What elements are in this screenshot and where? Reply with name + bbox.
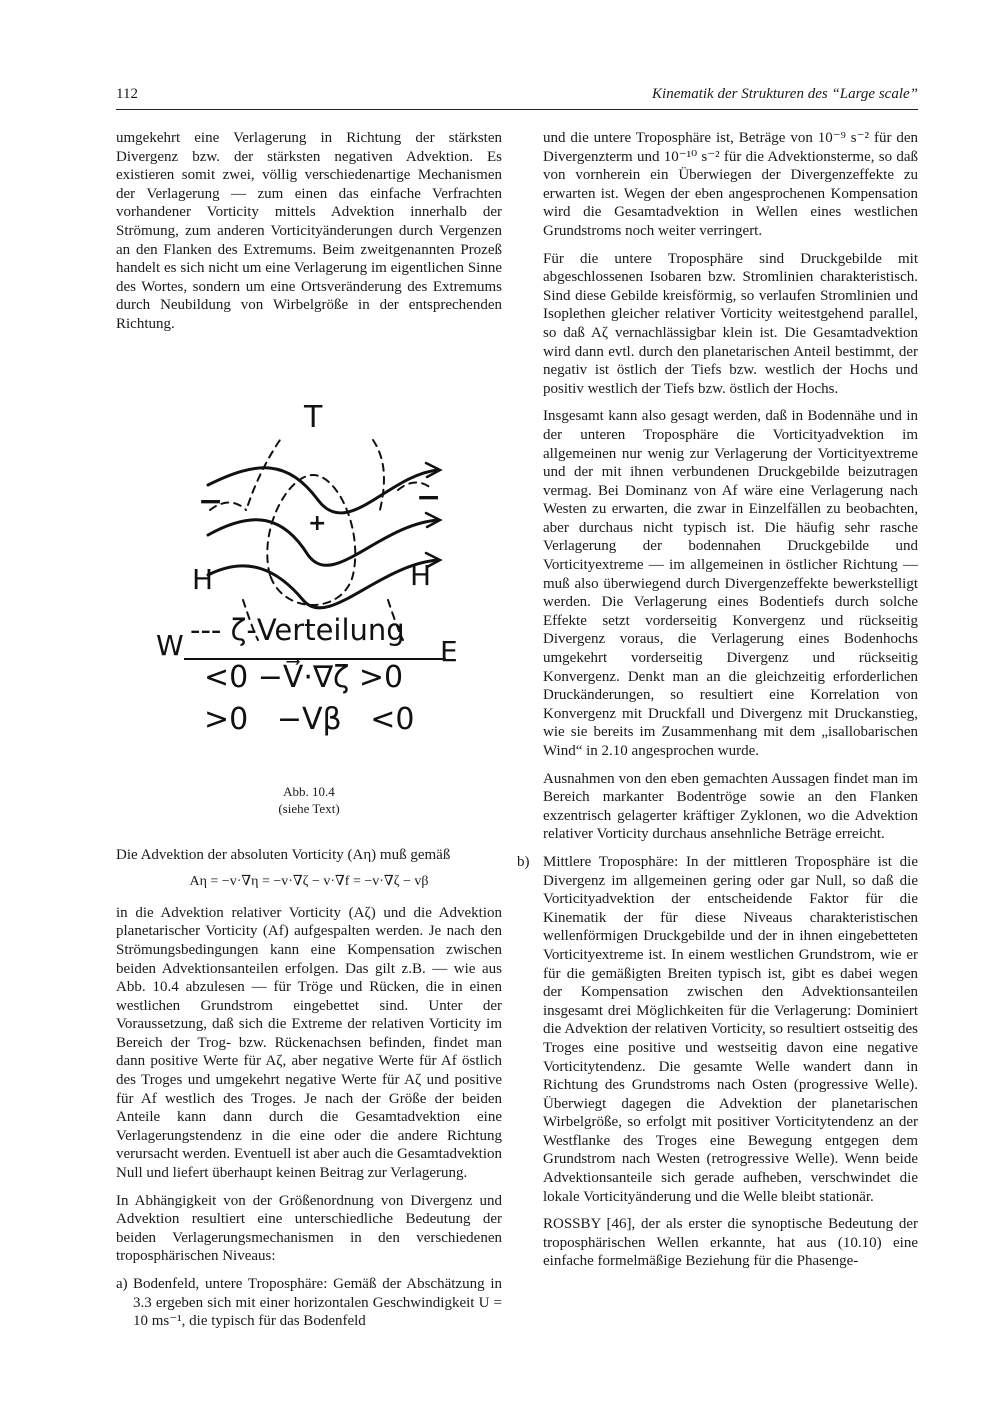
header-rule — [116, 109, 918, 110]
planetary-advection-row: >0 −Vβ <0 — [204, 701, 415, 737]
paragraph: Die Advektion der absoluten Vorticity (Aη) muß gemäß — [116, 846, 451, 863]
paragraph: Insgesamt kann also gesagt werden, daß in Bodennähe und in der unteren Troposphäre die Vorticityadvektion im allgemeinen nur wenig zur Verlagerung der Vorticityextreme und der mit ihnen verbundenen Druckgebilde beizutragen vermag. Bei Dominanz von Af wäre eine Verlagerung nach Westen zu erwarten, die zwar in Einzelfällen zu beobachten, aber durchaus nicht typisch ist. Die häufig sehr rasche Verlagerung der bodennahen Druckgebilde und Vorticityextreme — im allgemeinen in östlicher Richtung — muß also überwiegend durch Divergenzeffekte bewerkstelligt werden. Die Verlagerung eines Bodentiefs durch solche Effekte setzt vorderseitig Konvergenz und rückseitig Divergenz voraus, die Verlagerung eines Bodenhochs umgekehrt vorderseitig Divergenz und rückseitig Konvergenz. Denkt man an die gleichzeitig erforderlichen Druckänderungen, so resultiert eine Korrelation von Konvergenz mit Druckfall und Divergenz mit Druckanstieg, wie sie bereits im Zusammenhang mit dem „isallobarischen Wind“ in 2.10 angesprochen wurde. — [543, 408, 918, 759]
paragraph: ROSSBY [46], der als erster die synoptische Bedeutung der troposphärischen Wellen erkannte, hat aus (10.10) eine einfache formelmäßige Beziehung für die Phasenge- — [543, 1216, 918, 1270]
figure-caption — [116, 783, 502, 817]
high-label-left: H — [192, 562, 214, 596]
figure-10-4 — [116, 343, 502, 837]
minus-label-right: − — [416, 479, 442, 515]
formula-advection: Aη = −v·∇η = −v·∇ζ − v·∇f = −v·∇ζ − vβ — [189, 874, 429, 890]
zeta-isoline-left-top — [248, 440, 280, 505]
plus-label: + — [308, 510, 327, 536]
high-label-right: H — [410, 558, 432, 592]
list-body-b: Mittlere Troposphäre: In der mittleren Troposphäre ist die Divergenz im allgemeinen gering oder gar Null, so daß die Vorticityadvektion der entscheidende Faktor für die Kinematik der für diese Niveaus charakteristischen wellenförmigen Druckgebilde und der in ihnen eingebetteten Vorticityextreme ist. In einem westlichen Grundstrom, wie er für die gemäßigten Breiten typisch ist, gibt es dabei wegen der Kompensation zwischen den Advektionsanteilen insgesamt drei Möglichkeiten für die Verlagerung: Dominiert die Advektion der relativen Vorticity, so resultiert ostseitig des Troges eine positive und westseitig davon eine negative Vorticitytendenz. Die gesamte Welle wandert dann in Richtung des Grundstroms nach Osten (progressive Welle). Überwiegt dagegen die Advektion der planetarischen Wirbelgröße, so erfolgt mit positiver Vorticitytendenz an der Westflanke des Troges eine Bewegung entgegen dem Grundstrom nach Westen (retrogressive Welle). Wenn beide Advektionsanteile sich gerade aufheben, verschwindet die lokale Vorticityänderung und die Welle bleibt stationär. — [543, 853, 918, 1205]
streamline-1 — [208, 467, 438, 512]
west-label: W — [156, 628, 184, 662]
zeta-distribution-title: --- ζ-Verteilung — [190, 612, 405, 647]
right-column — [517, 129, 918, 1280]
page-number: 112 — [116, 86, 138, 102]
east-label: E — [440, 634, 458, 668]
paragraph: Für die untere Troposphäre sind Druckgebilde mit abgeschlossenen Isobaren bzw. Stromlinien charakteristisch. Sind diese Gebilde kreisförmig, so verlaufen Stromlinien und Isoplethen gleicher relativer Vorticity weitestgehend parallel, so daß Aζ vernachlässigbar klein ist. Die Gesamtadvektion wird dann evtl. durch den planetarischen Anteil bestimmt, der negativ ist östlich der Tiefs bzw. westlich der Hochs und positiv westlich der Tiefs bzw. östlich der Hochs. — [543, 250, 918, 397]
zeta-isoline-inner — [267, 475, 355, 605]
page-header — [116, 86, 918, 108]
list-item-a — [116, 1275, 502, 1331]
paragraph: In Abhängigkeit von der Größenordnung von Divergenz und Advektion resultiert eine unterschiedliche Bedeutung der beiden Verlagerungsmechanismen in den verschiedenen troposphärischen Niveaus: — [116, 1192, 502, 1265]
paragraph: und die untere Troposphäre ist, Beträge von 10⁻⁹ s⁻² für den Divergenzterm und 10⁻¹⁰ s⁻² für die Advektionsterme, so daß von vornherein ein Überwiegen der Divergenzeffekte zu erwarten ist. Wegen der eben angesprochenen Kompensation wird die Gesamtadvektion in Wellen eines westlichen Grundstroms noch weiter verringert. — [543, 130, 918, 239]
caption-line-1: Abb. 10.4 — [283, 783, 335, 799]
paragraph: umgekehrt eine Verlagerung in Richtung der stärksten Divergenz bzw. der stärksten negativen Advektion. Es existieren somit zwei, völlig verschiedenartige Mechanismen der Verlagerung — zum einen das einfache Verfrachten vorhandener Vorticity mittels Advektion innerhalb der Strömung, zum anderen Vorticityänderungen durch Vergenzen an den Flanken des Extremums. Beim zweitgenannten Prozeß handelt es sich nicht um eine Verlagerung im eigentlichen Sinne des Wortes, sondern um eine Ortsveränderung des Extremums durch Neubildung von Wirbelgröße in der entsprechenden Richtung. — [116, 130, 502, 332]
trough-label-T: T — [304, 399, 323, 435]
paragraph: Ausnahmen von den eben gemachten Aussagen findet man im Bereich markanter Bodentröge sowie an den Flanken exzentrisch gelagerter kräftiger Zyklonen, wo die Advektion relativer Vorticity durchaus ansehnliche Beträge erreicht. — [543, 770, 918, 843]
list-marker-a: a) — [116, 1276, 128, 1292]
relative-advection-row: <0 −V⃗·∇ζ >0 — [204, 659, 404, 695]
running-title: Kinematik der Strukturen des “Large scale” — [652, 86, 918, 102]
left-column — [116, 129, 502, 1340]
list-marker-b: b) — [517, 853, 530, 870]
paragraph: in die Advektion relativer Vorticity (Aζ) und die Advektion planetarischer Vorticity (Af) aufgespalten werden. Je nach den Strömungsbedingungen kann eine Kompensation zwischen beiden Advektionsanteilen erfolgen. Das gilt z.B. — wie aus Abb. 10.4 abzulesen — für Tröge und Rücken, die in einen westlichen Grundstrom eingebettet sind. Unter der Voraussetzung, daß sich die Extreme der relativen Vorticity im Bereich der Trog- bzw. Rückenachsen befinden, findet man dann positive Werte für Aζ, aber negative Werte für Af östlich des Troges und umgekehrt negative Werte für Aζ und positive für Af westlich des Troges. Je nach der Größe der beiden Anteile kann dann durch die Gesamtadvektion eine Verlagerungstendenz in die eine oder die andere Richtung verursacht werden. Eventuell ist aber auch die Gesamtadvektion Null und liefert überhaupt keinen Beitrag zur Verlagerung. — [116, 904, 502, 1182]
caption-line-2: (siehe Text) — [278, 800, 340, 816]
list-item-b — [517, 853, 918, 1206]
minus-label-left: − — [198, 483, 224, 519]
list-body-a: Bodenfeld, untere Troposphäre: Gemäß der Abschätzung in 3.3 ergeben sich mit einer horizontalen Geschwindigkeit U = 10 ms⁻¹, die typisch für das Bodenfeld — [133, 1276, 502, 1330]
